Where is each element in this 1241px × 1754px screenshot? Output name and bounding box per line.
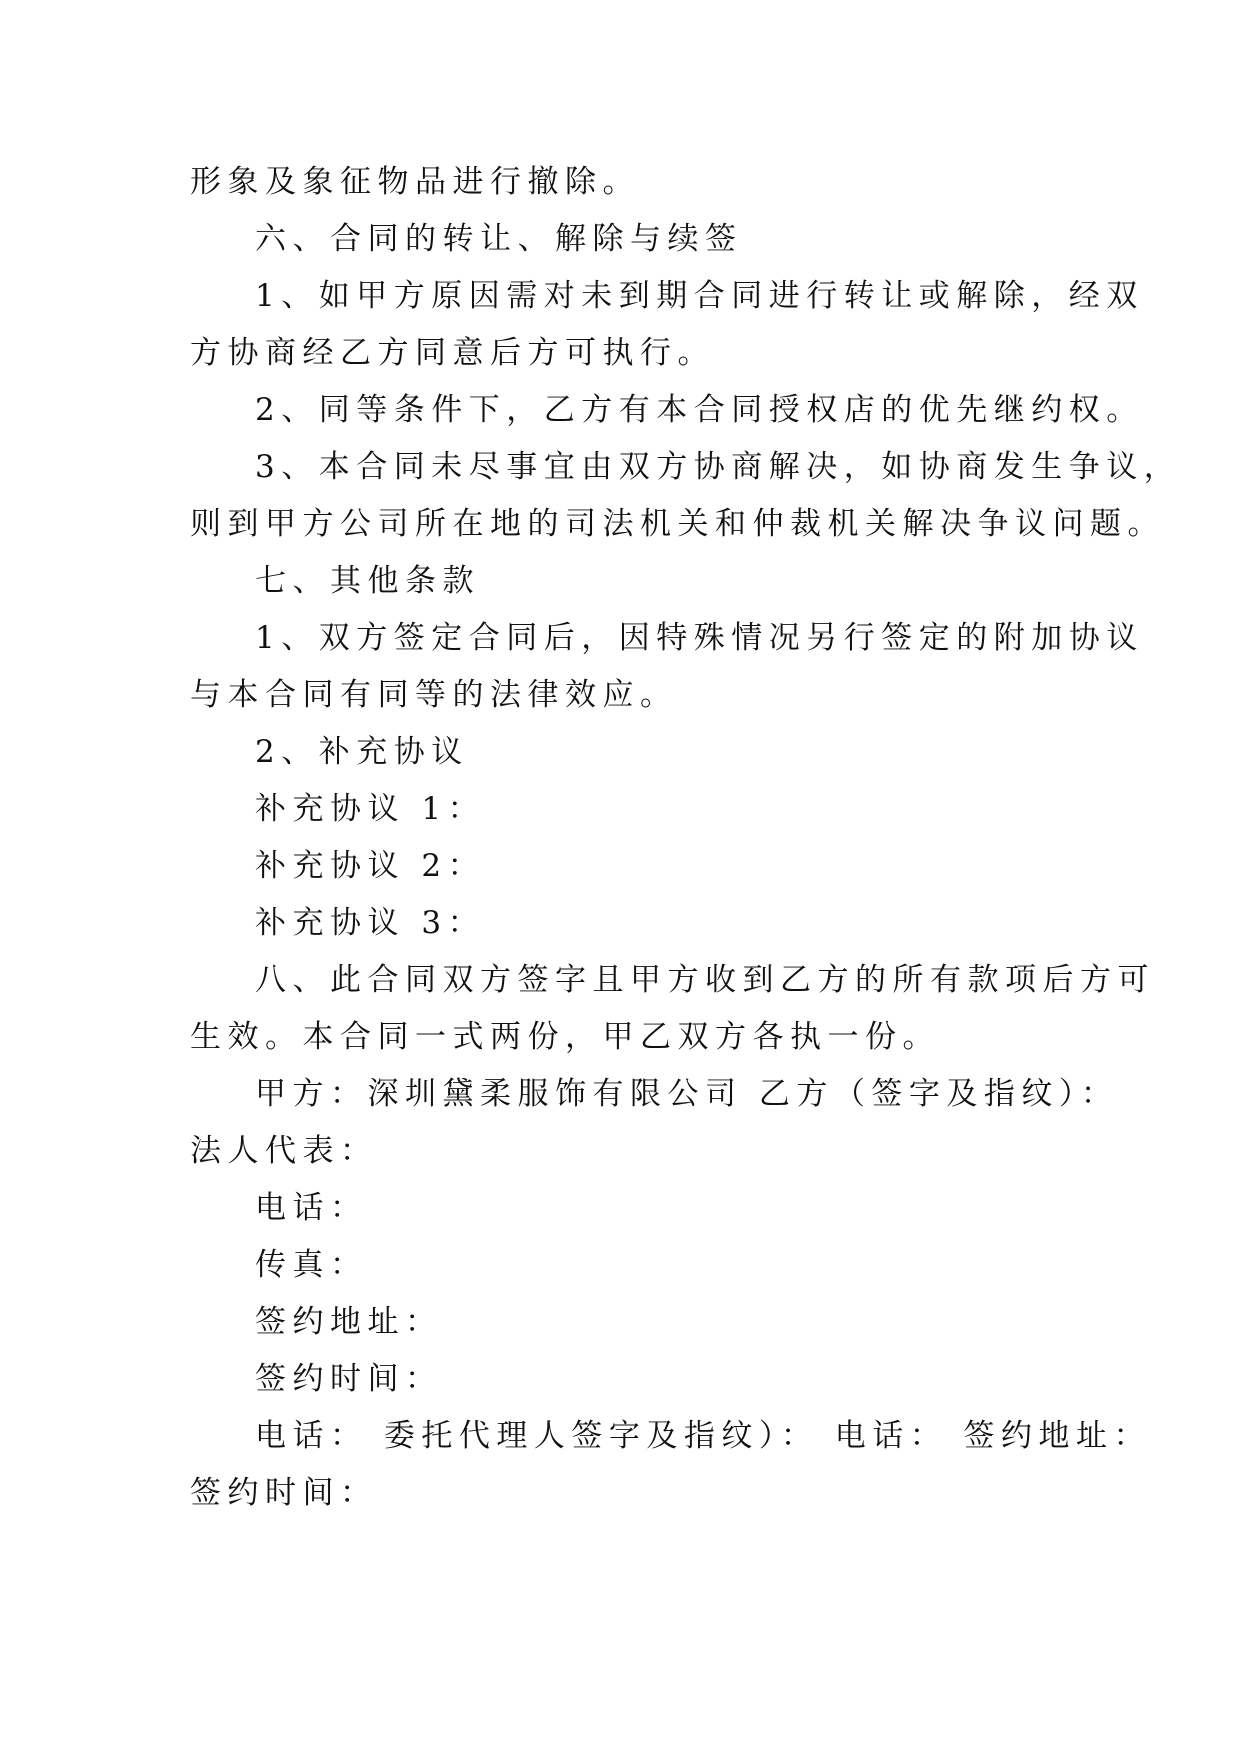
- party-line: 甲方：深圳黛柔服饰有限公司 乙方（签字及指纹）：: [255, 1076, 1119, 1112]
- supplement-line: 补充协议 3：: [255, 905, 486, 941]
- paragraph-line: 方协商经乙方同意后方可执行。: [190, 335, 715, 371]
- paragraph-line: 生效。本合同一式两份，甲乙双方各执一份。: [190, 1019, 940, 1055]
- field-line: 法人代表：: [190, 1133, 378, 1169]
- section-heading: 七、其他条款: [255, 563, 480, 599]
- field-line: 电话： 委托代理人签字及指纹）： 电话： 签约地址：: [255, 1418, 1152, 1454]
- paragraph-line: 1、如甲方原因需对未到期合同进行转让或解除，经双: [255, 278, 1144, 314]
- paragraph-line: 形象及象征物品进行撤除。: [190, 164, 640, 200]
- section-heading: 八、此合同双方签字且甲方收到乙方的所有款项后方可: [255, 962, 1155, 998]
- supplement-line: 补充协议 1：: [255, 791, 486, 827]
- section-heading: 六、合同的转让、解除与续签: [255, 221, 743, 257]
- paragraph-line: 2、同等条件下，乙方有本合同授权店的优先继约权。: [255, 392, 1144, 428]
- paragraph-line: 3、本合同未尽事宜由双方协商解决，如协商发生争议，: [255, 449, 1182, 485]
- supplement-line: 补充协议 2：: [255, 848, 486, 884]
- field-line: 签约地址：: [255, 1304, 443, 1340]
- field-line: 签约时间：: [255, 1361, 443, 1397]
- paragraph-line: 1、双方签定合同后，因特殊情况另行签定的附加协议: [255, 620, 1144, 656]
- field-line: 传真：: [255, 1247, 368, 1283]
- paragraph-line: 则到甲方公司所在地的司法机关和仲裁机关解决争议问题。: [190, 506, 1165, 542]
- field-line: 签约时间：: [190, 1475, 378, 1511]
- paragraph-line: 2、补充协议: [255, 734, 469, 770]
- paragraph-line: 与本合同有同等的法律效应。: [190, 677, 678, 713]
- field-line: 电话：: [255, 1190, 368, 1226]
